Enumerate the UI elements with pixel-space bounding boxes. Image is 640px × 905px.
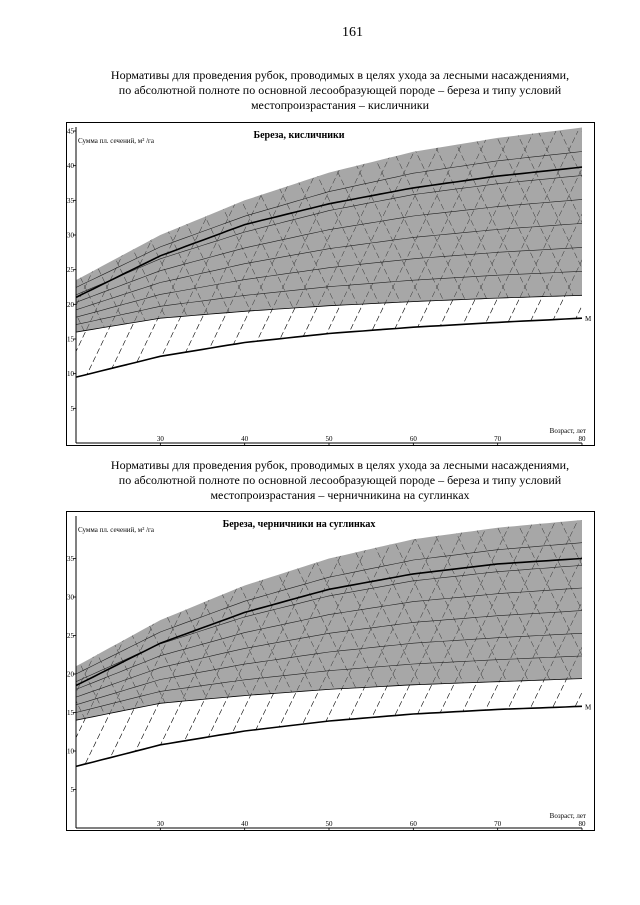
- chart0-y-tick-label: 30: [67, 231, 74, 240]
- page-number: 161: [342, 25, 363, 40]
- chart1-band-hatch-line-2: [0, 520, 72, 828]
- chart0-hatch-line: [0, 131, 28, 443]
- chart-chernichniki-svg: [67, 512, 594, 830]
- chart1-band-hatch-line: [0, 520, 28, 828]
- chart1-x-tick-label: 60: [409, 820, 417, 828]
- chart0-y-tick-label: 15: [67, 335, 74, 344]
- chart0-band-hatch-line: [0, 131, 6, 443]
- chart0-xlabel: Возраст, лет: [549, 427, 586, 435]
- chart1-ylabel: Сумма пл. сечений, м² /га: [78, 526, 155, 534]
- chart1-title: Береза, черничники на суглинках: [222, 519, 376, 530]
- chart1-band-hatch-line-2: [0, 520, 50, 828]
- chart0-band-hatch-line-2: [0, 131, 72, 443]
- chart0-x-tick-label: 60: [409, 435, 417, 443]
- caption-1: [60, 68, 620, 113]
- chart1-hatch-line: [0, 520, 72, 828]
- chart0-x-tick-label: 30: [156, 435, 164, 443]
- chart0-band-label: М: [585, 315, 592, 324]
- caption-2-line-2: по абсолютной полноте по основной лесообразующей породе – береза и типу условий: [118, 473, 562, 487]
- chart0-y-tick-label: 40: [67, 162, 74, 171]
- chart1-y-tick-label: 20: [67, 670, 74, 679]
- chart0-hatch-line: [604, 131, 640, 443]
- chart0-y-tick-label: 45: [67, 127, 74, 136]
- chart1-y-tick-label: 5: [70, 786, 74, 794]
- chart0-y-tick-label: 25: [67, 266, 74, 275]
- caption-2-line-1: Нормативы для проведения рубок, проводимых в целях ухода за лесными насаждениями,: [110, 458, 570, 472]
- chart1-band-hatch-line: [582, 520, 640, 828]
- chart1-band-hatch-line: [0, 520, 50, 828]
- chart0-hatch-line: [626, 131, 640, 443]
- chart1-hatch-line: [582, 520, 640, 828]
- chart1-band-hatch-line-2: [626, 520, 640, 828]
- caption-1-line-2: по абсолютной полноте по основной лесообразующей породе – береза и типу условий: [118, 83, 562, 97]
- chart0-band-hatch-line-2: [0, 131, 50, 443]
- chart0-y-tick-label: 35: [67, 196, 74, 205]
- chart1-x-tick-label: 30: [156, 820, 164, 828]
- caption-1-line-3: местопроизрастания – кисличники: [250, 98, 430, 112]
- chart-kislichniki-svg: [67, 123, 594, 445]
- chart0-y-tick-label: 20: [67, 300, 74, 309]
- chart0-hatch-line: [0, 131, 50, 443]
- chart0-band-hatch-line-2: [0, 131, 6, 443]
- chart1-y-tick-label: 25: [67, 632, 74, 640]
- chart1-band-hatch-line: [0, 520, 6, 828]
- chart1-hatch-line: [604, 520, 640, 828]
- chart0-ylabel: Сумма пл. сечений, м² /га: [78, 137, 155, 145]
- chart0-band-hatch-line-2: [582, 131, 640, 443]
- chart1-band-hatch-line-2: [604, 520, 640, 828]
- chart1-band-hatch-line: [0, 520, 72, 828]
- chart0-band-hatch-line: [604, 131, 640, 443]
- chart1-min-curve: [76, 706, 582, 766]
- chart0-x-tick-label: 40: [241, 435, 249, 443]
- chart0-x-tick-label: 80: [578, 435, 586, 443]
- chart0-band-hatch-line: [0, 131, 50, 443]
- chart-chernichniki: [66, 511, 595, 831]
- chart0-x-tick-label: 70: [494, 435, 502, 443]
- chart0-hatch-line: [0, 131, 6, 443]
- chart0-band-hatch-line-2: [626, 131, 640, 443]
- chart1-x-tick-label: 40: [241, 820, 249, 828]
- chart0-hatch-line: [0, 131, 72, 443]
- chart1-y-tick-label: 10: [67, 747, 74, 756]
- chart-kislichniki: [66, 122, 595, 446]
- chart1-y-tick-label: 30: [67, 593, 74, 602]
- chart0-x-tick-label: 50: [325, 435, 333, 443]
- chart1-band-hatch-line-2: [0, 520, 6, 828]
- chart1-x-tick-label: 70: [494, 820, 502, 828]
- caption-2: [60, 458, 620, 503]
- caption-2-line-3: местопроизрастания – черничникина на суглинках: [210, 488, 470, 502]
- chart0-band-hatch-line-2: [604, 131, 640, 443]
- chart0-band-hatch-line-2: [0, 131, 28, 443]
- chart1-y-tick-label: 15: [67, 709, 74, 717]
- chart1-xlabel: Возраст, лет: [549, 812, 586, 820]
- chart1-hatch-line: [0, 520, 50, 828]
- chart1-y-tick-label: 35: [67, 555, 74, 563]
- chart1-x-tick-label: 80: [578, 820, 586, 828]
- chart1-hatch-line: [626, 520, 640, 828]
- chart1-hatch-line: [0, 520, 28, 828]
- chart0-band-hatch-line: [0, 131, 28, 443]
- chart1-gray-band: [76, 520, 582, 720]
- caption-1-line-1: Нормативы для проведения рубок, проводимых в целях ухода за лесными насаждениями,: [110, 68, 570, 82]
- chart1-hatch-line: [0, 520, 6, 828]
- chart0-hatch-line: [582, 131, 640, 443]
- chart1-band-hatch-line-2: [582, 520, 640, 828]
- chart1-band-hatch-line: [626, 520, 640, 828]
- chart1-x-tick-label: 50: [325, 820, 333, 828]
- chart0-band-hatch-line: [0, 131, 72, 443]
- chart0-band-hatch-line: [582, 131, 640, 443]
- chart1-band-hatch-line: [604, 520, 640, 828]
- chart0-band-hatch-line: [626, 131, 640, 443]
- chart0-title: Береза, кисличники: [253, 130, 345, 141]
- chart1-band-label: М: [585, 703, 592, 712]
- chart0-y-tick-label: 5: [70, 404, 74, 413]
- chart0-y-tick-label: 10: [67, 370, 74, 379]
- chart0-min-curve: [76, 318, 582, 377]
- chart1-band-hatch-line-2: [0, 520, 28, 828]
